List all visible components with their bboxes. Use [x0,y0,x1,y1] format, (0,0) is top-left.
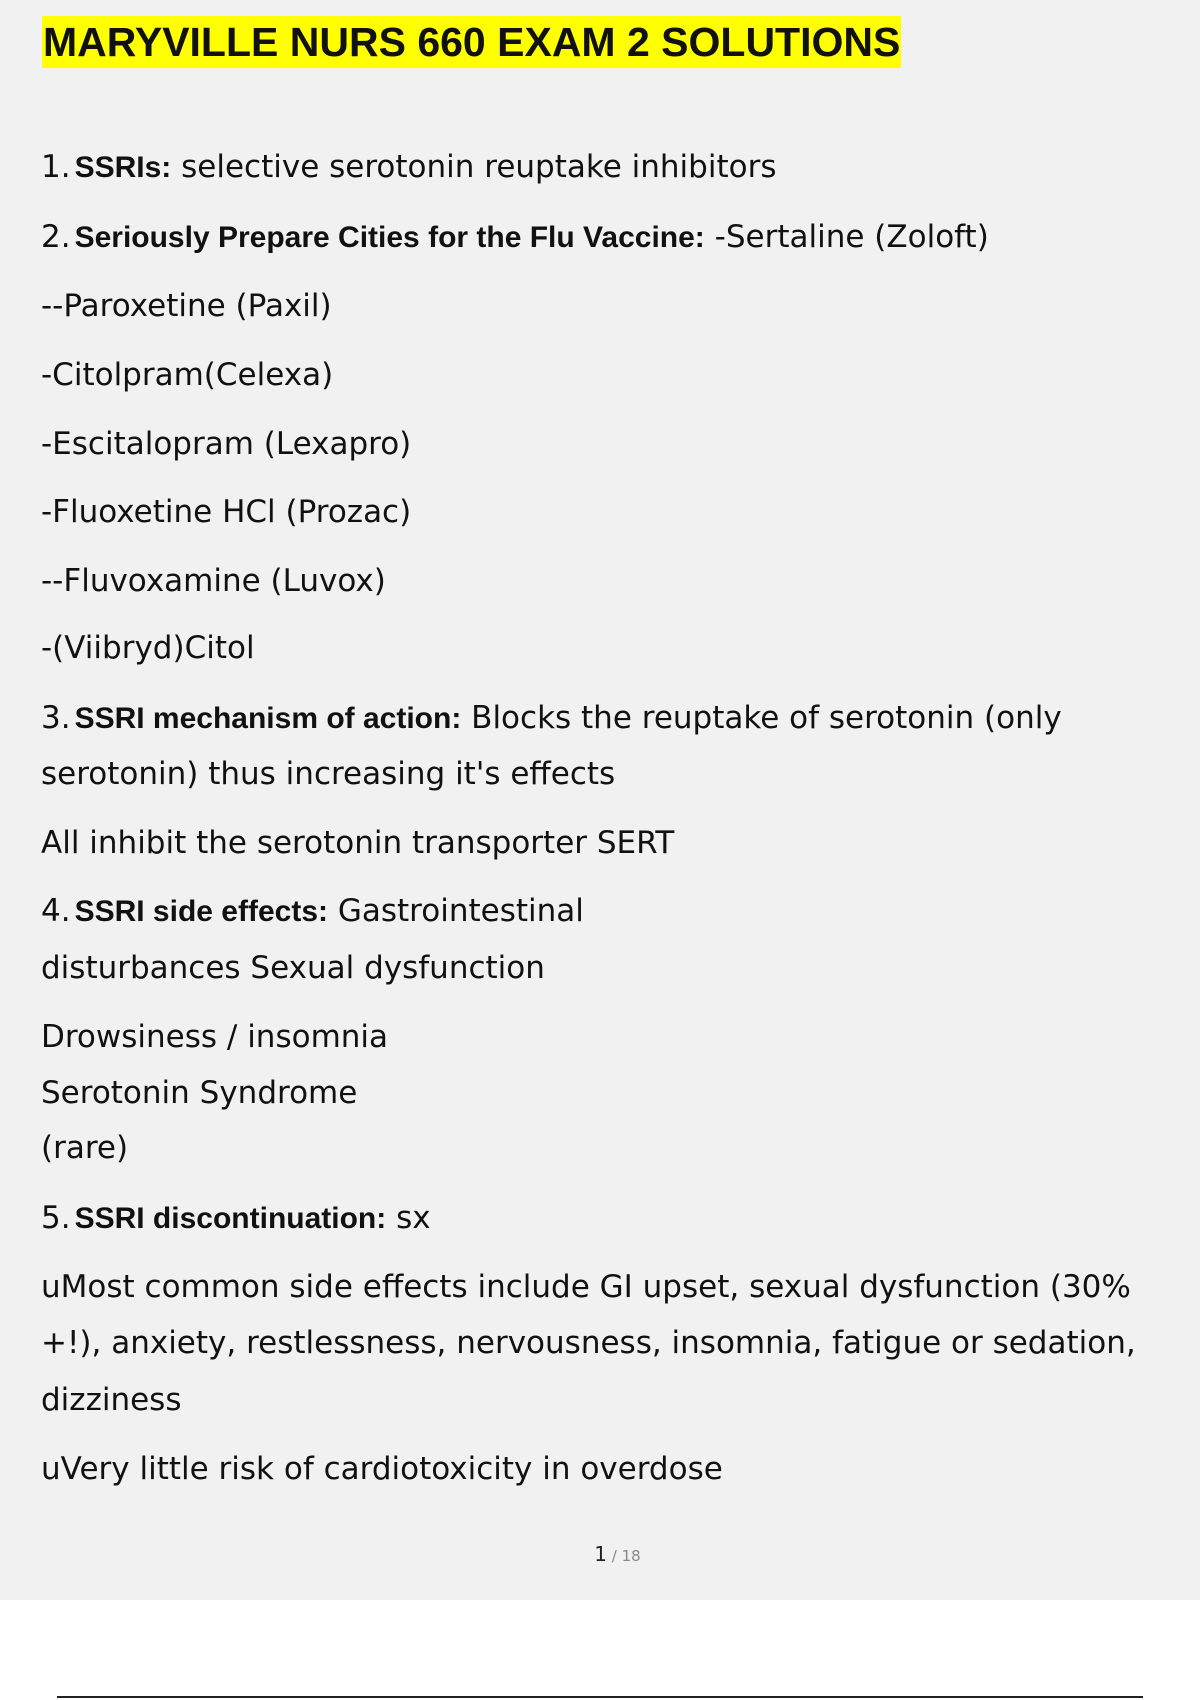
text-line: --Fluvoxamine (Luvox) [41,563,386,599]
text-line: -Escitalopram (Lexapro) [41,426,412,462]
text-line: Serotonin Syndrome [41,1075,358,1111]
text-line: (rare) [41,1130,129,1166]
text-line: uVery little risk of cardiotoxicity in overdose [41,1451,723,1487]
text-line: All inhibit the serotonin transporter SERT [41,825,675,861]
item-4 [41,891,584,932]
item-number: 5. [41,1200,71,1236]
text-line: disturbances Sexual dysfunction [41,950,545,986]
item-number: 3. [41,700,71,736]
page-current: 1 [594,1542,608,1566]
text-line: serotonin) thus increasing it's effects [41,756,616,792]
item-text: -Sertaline (Zoloft) [704,219,989,255]
item-term: Seriously Prepare Cities for the Flu Vaccine: [74,221,705,254]
document-title: MARYVILLE NURS 660 EXAM 2 SOLUTIONS [42,16,901,68]
item-number: 4. [41,893,71,929]
item-text: Blocks the reuptake of serotonin (only [461,700,1062,736]
item-3 [41,698,1062,739]
text-line: Drowsiness / insomnia [41,1019,389,1055]
text-line: -Citolpram(Celexa) [41,357,334,393]
item-number: 1. [41,149,71,185]
text-line: -Fluoxetine HCl (Prozac) [41,494,412,530]
item-5 [41,1198,431,1239]
item-text: Gastrointestinal [328,893,584,929]
item-term: SSRIs: [74,151,172,184]
page-number [0,1542,1200,1566]
text-line: --Paroxetine (Paxil) [41,288,332,324]
item-text: selective serotonin reuptake inhibitors [171,149,777,185]
item-2 [41,217,989,258]
page-total: / 18 [607,1547,641,1565]
text-line: +!), anxiety, restlessness, nervousness, insomnia, fatigue or sedation, [41,1325,1136,1361]
item-term: SSRI side effects: [74,895,328,928]
text-line: dizziness [41,1382,182,1418]
item-1 [41,147,776,188]
item-number: 2. [41,219,71,255]
text-line: -(Viibryd)Citol [41,630,255,666]
item-text: sx [386,1200,431,1236]
text-line: uMost common side effects include GI upset, sexual dysfunction (30% [41,1269,1131,1305]
page-divider [57,1696,1143,1698]
item-term: SSRI mechanism of action: [74,702,462,735]
item-term: SSRI discontinuation: [74,1202,387,1235]
